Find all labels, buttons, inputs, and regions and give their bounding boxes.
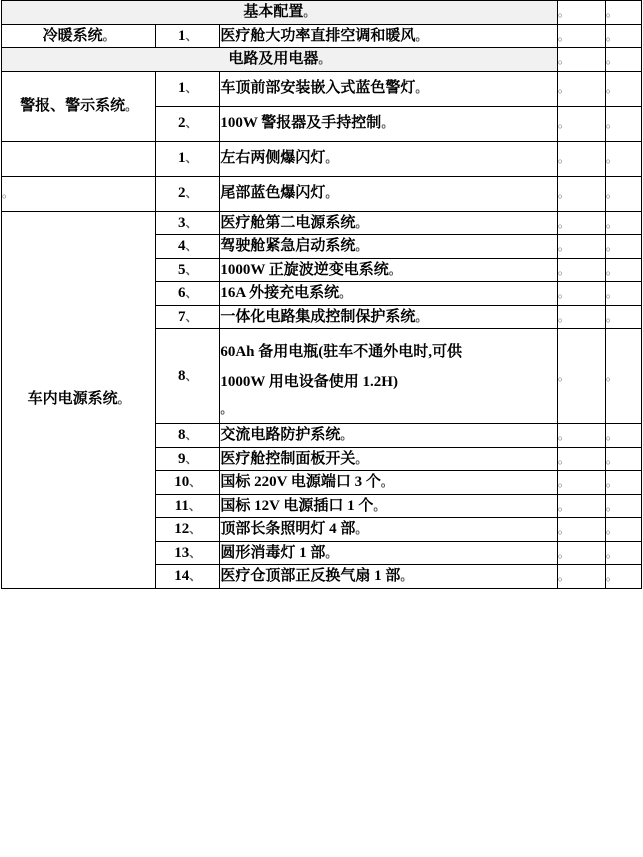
punct-mark: 、 bbox=[189, 522, 202, 536]
punct-mark: 。 bbox=[220, 402, 233, 416]
row-number-label: 8 bbox=[178, 367, 186, 384]
table-row bbox=[2, 141, 642, 176]
row-number bbox=[156, 24, 220, 48]
row-description-label: 左右两侧爆闪灯 bbox=[220, 150, 326, 167]
punct-mark: 。 bbox=[355, 522, 368, 536]
punct-mark: 。 bbox=[557, 428, 570, 442]
spare-cell bbox=[557, 235, 605, 259]
row-description-label: 医疗舱大功率直排空调和暖风 bbox=[220, 27, 416, 44]
spare-cell bbox=[557, 176, 605, 211]
category-label: 警报、警示系统 bbox=[20, 97, 126, 114]
spare-cell bbox=[557, 447, 605, 471]
spare-cell bbox=[605, 565, 641, 589]
spare-cell bbox=[557, 1, 605, 25]
punct-mark: 。 bbox=[605, 522, 618, 536]
table-row bbox=[2, 176, 642, 211]
punct-mark: 、 bbox=[185, 286, 198, 300]
punct-mark: 、 bbox=[185, 81, 198, 96]
spare-cell bbox=[557, 471, 605, 495]
punct-mark: 。 bbox=[605, 116, 618, 131]
battery-line-2: 1000W 用电设备使用 1.2H) bbox=[220, 374, 398, 390]
spare-cell bbox=[605, 447, 641, 471]
spare-cell bbox=[557, 211, 605, 235]
row-number-label: 2 bbox=[178, 115, 186, 132]
punct-mark: 。 bbox=[557, 545, 570, 560]
row-description-label: 国标 220V 电源端口 3 个 bbox=[220, 474, 381, 490]
section-header-electrical bbox=[2, 48, 558, 72]
punct-mark: 。 bbox=[388, 262, 401, 277]
punct-mark: 、 bbox=[185, 186, 198, 201]
punct-mark: 。 bbox=[605, 28, 618, 43]
row-description-label: 尾部蓝色爆闪灯 bbox=[220, 185, 326, 202]
punct-mark: 。 bbox=[605, 428, 618, 442]
punct-mark: 。 bbox=[355, 451, 368, 466]
row-description bbox=[220, 258, 558, 282]
row-description bbox=[220, 518, 558, 542]
punct-mark: 。 bbox=[415, 28, 428, 43]
punct-mark: 。 bbox=[557, 451, 570, 466]
punct-mark: 。 bbox=[125, 98, 138, 113]
spare-cell bbox=[557, 494, 605, 518]
row-description bbox=[220, 494, 558, 518]
spare-cell bbox=[605, 211, 641, 235]
spare-cell bbox=[557, 518, 605, 542]
punct-mark: 、 bbox=[185, 262, 198, 277]
spare-cell bbox=[605, 1, 641, 25]
punct-mark: 。 bbox=[605, 262, 618, 277]
punct-mark: 。 bbox=[557, 116, 570, 131]
spare-cell bbox=[557, 106, 605, 141]
row-description bbox=[220, 541, 558, 565]
spare-cell bbox=[557, 141, 605, 176]
row-number bbox=[156, 305, 220, 329]
row-description bbox=[220, 176, 558, 211]
punct-mark: 。 bbox=[325, 186, 338, 201]
spare-cell bbox=[605, 48, 641, 72]
table-row bbox=[2, 211, 642, 235]
row-description bbox=[220, 106, 558, 141]
punct-mark: 、 bbox=[185, 215, 198, 230]
row-description bbox=[220, 24, 558, 48]
spare-cell bbox=[557, 48, 605, 72]
spare-cell bbox=[605, 258, 641, 282]
punct-mark: 。 bbox=[605, 451, 618, 466]
spare-cell bbox=[557, 305, 605, 329]
spare-cell bbox=[557, 541, 605, 565]
punct-mark: 。 bbox=[325, 151, 338, 166]
punct-mark: 、 bbox=[185, 309, 198, 324]
row-description bbox=[220, 447, 558, 471]
punct-mark: 。 bbox=[605, 309, 618, 324]
punct-mark: 。 bbox=[2, 186, 15, 201]
punct-mark: 。 bbox=[557, 569, 570, 583]
punct-mark: 。 bbox=[557, 151, 570, 166]
spare-cell bbox=[605, 235, 641, 259]
row-number-label: 9 bbox=[178, 450, 186, 467]
table-row bbox=[2, 1, 642, 25]
spec-table bbox=[1, 0, 642, 589]
punct-mark: 。 bbox=[605, 81, 618, 96]
punct-mark: 。 bbox=[557, 28, 570, 43]
punct-mark: 。 bbox=[400, 569, 413, 583]
spare-cell bbox=[605, 424, 641, 448]
punct-mark: 。 bbox=[557, 368, 570, 383]
punct-mark: 。 bbox=[318, 52, 331, 66]
spare-cell bbox=[557, 71, 605, 106]
row-number bbox=[156, 71, 220, 106]
punct-mark: 。 bbox=[557, 239, 570, 253]
row-number bbox=[156, 211, 220, 235]
punct-mark: 。 bbox=[605, 5, 618, 19]
row-description-label: 一体化电路集成控制保护系统 bbox=[220, 308, 416, 325]
punct-mark: 。 bbox=[557, 186, 570, 201]
punct-mark: 。 bbox=[339, 286, 352, 300]
spare-cell bbox=[605, 282, 641, 306]
punct-mark: 、 bbox=[185, 368, 198, 383]
row-description bbox=[220, 211, 558, 235]
table-row bbox=[2, 48, 642, 72]
battery-line-1: 60Ah 备用电瓶(驻车不通外电时,可供 bbox=[220, 344, 462, 360]
spare-cell bbox=[605, 24, 641, 48]
row-number-label: 2 bbox=[178, 185, 186, 202]
punct-mark: 。 bbox=[605, 186, 618, 201]
row-number bbox=[156, 518, 220, 542]
row-number-label: 13 bbox=[174, 544, 190, 561]
row-description-label: 医疗仓顶部正反换气扇 1 部 bbox=[220, 568, 401, 584]
spare-cell bbox=[605, 541, 641, 565]
spare-cell bbox=[557, 282, 605, 306]
punct-mark: 。 bbox=[605, 151, 618, 166]
punct-mark: 。 bbox=[355, 239, 368, 253]
table-row bbox=[2, 71, 642, 106]
punct-mark: 、 bbox=[185, 151, 198, 166]
row-number-label: 1 bbox=[178, 80, 186, 97]
punct-mark: 。 bbox=[605, 475, 618, 489]
punct-mark: 。 bbox=[325, 545, 338, 560]
punct-mark: 。 bbox=[355, 215, 368, 230]
row-description-label: 驾驶舱紧急启动系统 bbox=[220, 238, 356, 254]
punct-mark: 。 bbox=[605, 215, 618, 230]
category-empty bbox=[2, 176, 156, 211]
punct-mark: 。 bbox=[605, 239, 618, 253]
punct-mark: 、 bbox=[189, 545, 202, 560]
punct-mark: 。 bbox=[303, 5, 316, 19]
punct-mark: 。 bbox=[605, 569, 618, 583]
row-number bbox=[156, 447, 220, 471]
spare-cell bbox=[557, 424, 605, 448]
row-number bbox=[156, 565, 220, 589]
row-number-label: 14 bbox=[174, 568, 190, 584]
row-number bbox=[156, 106, 220, 141]
row-description bbox=[220, 235, 558, 259]
row-number-label: 7 bbox=[178, 308, 186, 325]
punct-mark: 。 bbox=[373, 498, 386, 513]
spare-cell bbox=[557, 329, 605, 424]
row-number bbox=[156, 494, 220, 518]
row-description-label: 顶部长条照明灯 4 部 bbox=[220, 521, 356, 537]
row-number bbox=[156, 541, 220, 565]
punct-mark: 、 bbox=[185, 239, 198, 253]
punct-mark: 。 bbox=[557, 5, 570, 19]
row-number bbox=[156, 176, 220, 211]
row-description bbox=[220, 424, 558, 448]
punct-mark: 、 bbox=[185, 116, 198, 131]
punct-mark: 。 bbox=[557, 81, 570, 96]
row-description-label: 16A 外接充电系统 bbox=[220, 285, 340, 301]
row-description bbox=[220, 141, 558, 176]
spare-cell bbox=[557, 565, 605, 589]
spare-cell bbox=[557, 258, 605, 282]
row-number bbox=[156, 258, 220, 282]
punct-mark: 、 bbox=[189, 475, 202, 489]
row-description-label: 1000W 正旋波逆变电系统 bbox=[220, 261, 389, 278]
row-number bbox=[156, 141, 220, 176]
spare-cell bbox=[605, 518, 641, 542]
punct-mark: 。 bbox=[557, 286, 570, 300]
spare-cell bbox=[605, 494, 641, 518]
row-number-label: 3 bbox=[178, 214, 186, 231]
row-description-label: 交流电路防护系统 bbox=[220, 427, 341, 443]
punct-mark: 。 bbox=[557, 52, 570, 66]
row-number-label: 10 bbox=[174, 474, 190, 490]
row-number-label: 8 bbox=[178, 427, 186, 443]
punct-mark: 、 bbox=[185, 428, 198, 442]
row-description bbox=[220, 305, 558, 329]
table-row bbox=[2, 24, 642, 48]
category-cooling-heating bbox=[2, 24, 156, 48]
row-description-label: 医疗舱第二电源系统 bbox=[220, 214, 356, 231]
row-description bbox=[220, 565, 558, 589]
spare-cell bbox=[605, 471, 641, 495]
row-description-label: 圆形消毒灯 1 部 bbox=[220, 544, 326, 561]
row-number bbox=[156, 329, 220, 424]
punct-mark: 。 bbox=[117, 392, 130, 407]
row-description bbox=[220, 71, 558, 106]
row-number-label: 1 bbox=[178, 27, 186, 44]
row-number-label: 6 bbox=[178, 285, 186, 301]
spare-cell bbox=[605, 141, 641, 176]
punct-mark: 。 bbox=[557, 522, 570, 536]
punct-mark: 。 bbox=[415, 309, 428, 324]
section-header-basic-label: 基本配置 bbox=[243, 4, 304, 20]
spare-cell bbox=[605, 305, 641, 329]
spare-cell bbox=[605, 176, 641, 211]
category-empty bbox=[2, 141, 156, 176]
row-number-label: 1 bbox=[178, 150, 186, 167]
punct-mark: 。 bbox=[557, 475, 570, 489]
punct-mark: 、 bbox=[185, 28, 198, 43]
punct-mark: 、 bbox=[185, 451, 198, 466]
row-description-label: 国标 12V 电源插口 1 个 bbox=[220, 497, 374, 514]
punct-mark: 。 bbox=[605, 286, 618, 300]
row-number-label: 11 bbox=[174, 497, 189, 514]
spare-cell bbox=[605, 329, 641, 424]
punct-mark: 。 bbox=[605, 368, 618, 383]
category-interior-power bbox=[2, 211, 156, 588]
punct-mark: 。 bbox=[340, 428, 353, 442]
spare-cell bbox=[605, 71, 641, 106]
row-number bbox=[156, 424, 220, 448]
category-label: 冷暖系统 bbox=[42, 27, 103, 44]
punct-mark: 、 bbox=[188, 498, 201, 513]
punct-mark: 。 bbox=[557, 309, 570, 324]
punct-mark: 。 bbox=[557, 262, 570, 277]
punct-mark: 。 bbox=[380, 475, 393, 489]
category-label: 车内电源系统 bbox=[27, 391, 118, 408]
row-number bbox=[156, 471, 220, 495]
row-description bbox=[220, 282, 558, 306]
punct-mark: 。 bbox=[381, 116, 394, 131]
punct-mark: 。 bbox=[605, 498, 618, 513]
row-number-label: 5 bbox=[178, 261, 186, 278]
section-header-electrical-label: 电路及用电器 bbox=[228, 51, 319, 67]
section-header-basic bbox=[2, 1, 558, 25]
punct-mark: 。 bbox=[415, 81, 428, 96]
punct-mark: 。 bbox=[102, 28, 115, 43]
row-description-label: 100W 警报器及手持控制 bbox=[220, 115, 382, 132]
row-description bbox=[220, 471, 558, 495]
row-description-label: 医疗舱控制面板开关 bbox=[220, 450, 356, 467]
punct-mark: 。 bbox=[605, 545, 618, 560]
row-number bbox=[156, 235, 220, 259]
row-number bbox=[156, 282, 220, 306]
punct-mark: 。 bbox=[605, 52, 618, 66]
row-number-label: 4 bbox=[178, 238, 186, 254]
row-description-battery bbox=[220, 329, 558, 424]
punct-mark: 、 bbox=[189, 569, 202, 583]
spare-cell bbox=[605, 106, 641, 141]
punct-mark: 。 bbox=[557, 215, 570, 230]
row-number-label: 12 bbox=[174, 521, 190, 537]
spare-cell bbox=[557, 24, 605, 48]
category-alarm-warning bbox=[2, 71, 156, 141]
punct-mark: 。 bbox=[557, 498, 570, 513]
row-description-label: 车顶前部安装嵌入式蓝色警灯 bbox=[220, 80, 416, 97]
